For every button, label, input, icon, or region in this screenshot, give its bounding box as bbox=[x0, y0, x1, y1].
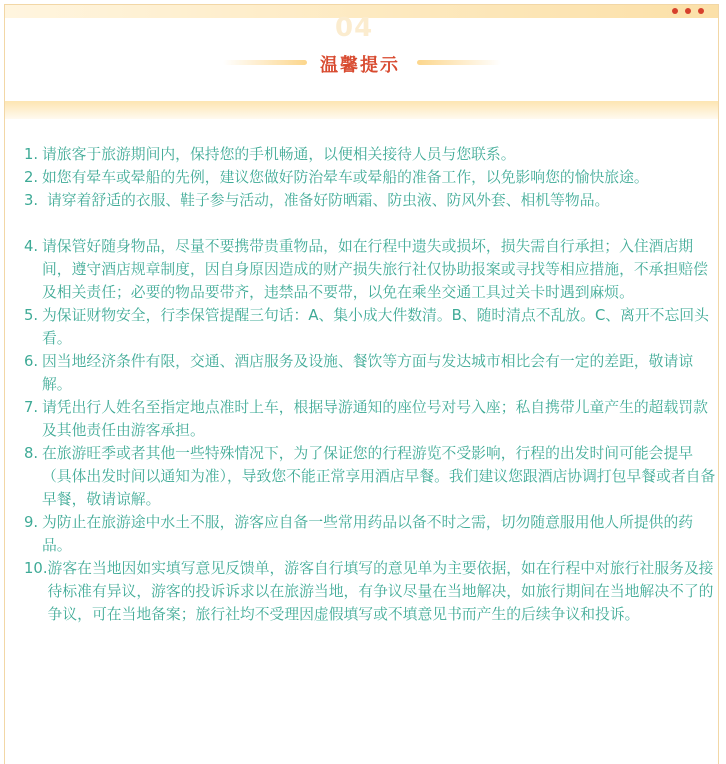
title-bar bbox=[205, 51, 515, 75]
item-number: 4. bbox=[24, 238, 39, 255]
decor-line-right bbox=[417, 60, 501, 65]
list-item bbox=[24, 166, 716, 189]
list-item bbox=[24, 511, 716, 557]
list-item bbox=[24, 189, 716, 212]
item-text: 为防止在旅游途中水土不服，游客应自备一些常用药品以备不时之需，切勿随意服用他人所提供的药品。 bbox=[42, 514, 694, 554]
item-text: 如您有晕车或晕船的先例，建议您做好防治晕车或晕船的准备工作，以免影响您的愉快旅途。 bbox=[42, 169, 649, 186]
page-title: 温馨提示 bbox=[320, 55, 400, 76]
header-divider bbox=[5, 101, 718, 119]
item-number: 3. bbox=[24, 192, 39, 209]
watermark-number: 04 bbox=[335, 13, 374, 43]
item-text: 游客在当地因如实填写意见反馈单，游客自行填写的意见单为主要依据，如在行程中对旅行社服务及接待标准有异议，游客的投诉诉求以在旅游当地，有争议尽量在当地解决，如旅行期间在当地解决不了的争议，可在当地备案；旅行社均不受理因虚假填写或不填意见书而产生的后续争议和投诉。 bbox=[47, 560, 714, 623]
item-text: 请穿着舒适的衣服、鞋子参与活动，准备好防晒霜、防虫液、防风外套、相机等物品。 bbox=[47, 192, 610, 209]
tips-list bbox=[24, 143, 716, 626]
item-number: 5. bbox=[24, 307, 39, 324]
list-item bbox=[24, 235, 716, 304]
item-number: 9. bbox=[24, 514, 39, 531]
item-number: 2. bbox=[24, 169, 39, 186]
dot bbox=[685, 8, 691, 14]
item-text: 因当地经济条件有限，交通、酒店服务及设施、餐饮等方面与发达城市相比会有一定的差距，敬请谅解。 bbox=[42, 353, 694, 393]
item-number: 10. bbox=[24, 560, 48, 577]
list-item bbox=[24, 396, 716, 442]
item-text: 请旅客于旅游期间内，保持您的手机畅通，以便相关接待人员与您联系。 bbox=[42, 146, 516, 163]
item-text: 请凭出行人姓名至指定地点准时上车，根据导游通知的座位号对号入座；私自携带儿童产生的超载罚款及其他责任由游客承担。 bbox=[42, 399, 708, 439]
item-text: 在旅游旺季或者其他一些特殊情况下，为了保证您的行程游览不受影响，行程的出发时间可能会提早（具体出发时间以通知为准），导致您不能正常享用酒店早餐。我们建议您跟酒店协调打包早餐或者自备早餐，敬请谅解。 bbox=[42, 445, 716, 508]
list-item bbox=[24, 304, 716, 350]
spacer bbox=[24, 212, 716, 235]
list-item bbox=[24, 350, 716, 396]
item-number: 8. bbox=[24, 445, 39, 462]
dot bbox=[672, 8, 678, 14]
item-text: 请保管好随身物品，尽量不要携带贵重物品，如在行程中遗失或损坏，损失需自行承担；入住酒店期间，遵守酒店规章制度，因自身原因造成的财产损失旅行社仅协助报案或寻找等相应措施，不承担赔偿及相关责任；必要的物品要带齐，违禁品不要带，以免在乘坐交通工具过关卡时遇到麻烦。 bbox=[42, 238, 708, 301]
item-text: 为保证财物安全，行李保管提醒三句话：A、集小成大件数清。B、随时清点不乱放。C、离开不忘回头看。 bbox=[42, 307, 709, 347]
item-number: 6. bbox=[24, 353, 39, 370]
list-item bbox=[24, 557, 716, 626]
dot bbox=[698, 8, 704, 14]
more-dots-icon[interactable] bbox=[672, 8, 704, 14]
list-item bbox=[24, 143, 716, 166]
item-number: 1. bbox=[24, 146, 39, 163]
item-number: 7. bbox=[24, 399, 39, 416]
list-item bbox=[24, 442, 716, 511]
